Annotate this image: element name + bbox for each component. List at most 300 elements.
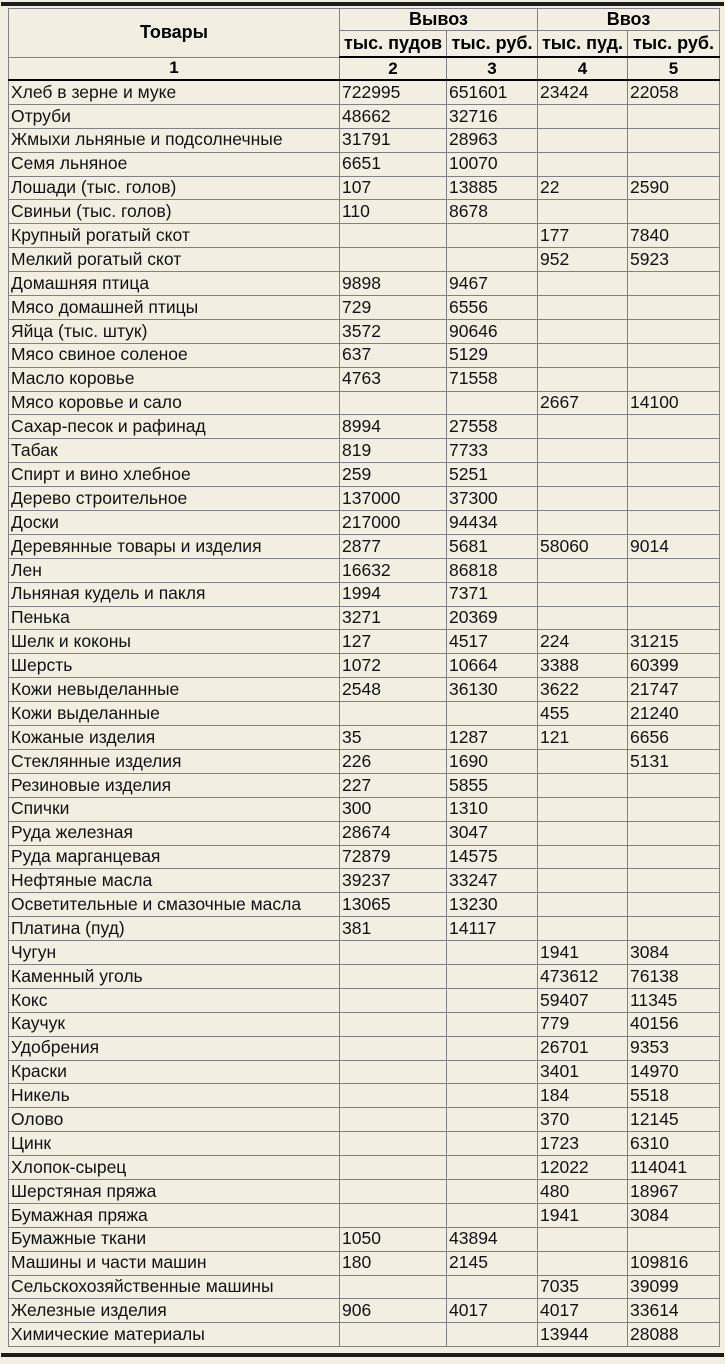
table-row xyxy=(9,1299,720,1323)
value-cell: 2590 xyxy=(628,176,720,200)
table-row xyxy=(9,821,720,845)
value-cell xyxy=(628,343,720,367)
value-cell xyxy=(447,1203,538,1227)
table-row xyxy=(9,630,720,654)
goods-name-cell: Сельскохозяйственные машины xyxy=(9,1275,340,1299)
value-cell: 14100 xyxy=(628,391,720,415)
table-row xyxy=(9,654,720,678)
value-cell: 9898 xyxy=(340,272,447,296)
value-cell xyxy=(628,415,720,439)
value-cell: 72879 xyxy=(340,845,447,869)
value-cell: 2145 xyxy=(447,1251,538,1275)
value-cell xyxy=(628,319,720,343)
value-cell: 21240 xyxy=(628,702,720,726)
group-header-row xyxy=(9,9,720,31)
value-cell: 952 xyxy=(538,248,628,272)
goods-name-cell: Кожаные изделия xyxy=(9,726,340,750)
goods-name-cell: Нефтяные масла xyxy=(9,869,340,893)
goods-name-cell: Доски xyxy=(9,511,340,535)
value-cell: 779 xyxy=(538,1012,628,1036)
value-cell: 22 xyxy=(538,176,628,200)
goods-name-cell: Руда железная xyxy=(9,821,340,845)
goods-name-cell: Олово xyxy=(9,1108,340,1132)
table-row xyxy=(9,582,720,606)
value-cell: 370 xyxy=(538,1108,628,1132)
goods-name-cell: Осветительные и смазочные масла xyxy=(9,893,340,917)
goods-name-cell: Сахар-песок и рафинад xyxy=(9,415,340,439)
column-number: 3 xyxy=(447,57,538,80)
value-cell: 13885 xyxy=(447,176,538,200)
value-cell xyxy=(340,1108,447,1132)
value-cell xyxy=(628,511,720,535)
table-row xyxy=(9,1323,720,1347)
value-cell xyxy=(340,1203,447,1227)
value-cell: 180 xyxy=(340,1251,447,1275)
value-cell: 8994 xyxy=(340,415,447,439)
goods-name-cell: Краски xyxy=(9,1060,340,1084)
value-cell: 7840 xyxy=(628,224,720,248)
value-cell xyxy=(340,1036,447,1060)
value-cell xyxy=(538,773,628,797)
value-cell: 4517 xyxy=(447,630,538,654)
value-cell: 109816 xyxy=(628,1251,720,1275)
value-cell: 13944 xyxy=(538,1323,628,1347)
value-cell xyxy=(628,845,720,869)
table-row xyxy=(9,1156,720,1180)
value-cell: 4763 xyxy=(340,367,447,391)
goods-name-cell: Железные изделия xyxy=(9,1299,340,1323)
column-number: 4 xyxy=(538,57,628,80)
table-row xyxy=(9,869,720,893)
value-cell: 184 xyxy=(538,1084,628,1108)
value-cell xyxy=(628,439,720,463)
value-cell: 729 xyxy=(340,296,447,320)
value-cell: 137000 xyxy=(340,487,447,511)
value-cell xyxy=(340,1012,447,1036)
value-cell xyxy=(447,391,538,415)
goods-name-cell: Свиньи (тыс. голов) xyxy=(9,200,340,224)
value-cell: 39099 xyxy=(628,1275,720,1299)
value-cell: 37300 xyxy=(447,487,538,511)
goods-name-cell: Цинк xyxy=(9,1132,340,1156)
goods-name-cell: Деревянные товары и изделия xyxy=(9,534,340,558)
value-cell xyxy=(538,1251,628,1275)
value-cell: 5251 xyxy=(447,463,538,487)
goods-name-cell: Жмыхи льняные и подсолнечные xyxy=(9,128,340,152)
value-cell: 110 xyxy=(340,200,447,224)
table-row xyxy=(9,1203,720,1227)
table-row xyxy=(9,367,720,391)
value-cell xyxy=(447,1275,538,1299)
table-row xyxy=(9,558,720,582)
value-cell: 4017 xyxy=(538,1299,628,1323)
value-cell: 1310 xyxy=(447,797,538,821)
value-cell: 12022 xyxy=(538,1156,628,1180)
value-cell: 1941 xyxy=(538,941,628,965)
export-pud-unit-header: тыс. пудов xyxy=(340,31,447,58)
value-cell xyxy=(447,1060,538,1084)
goods-name-cell: Хлеб в зерне и муке xyxy=(9,80,340,104)
value-cell: 3047 xyxy=(447,821,538,845)
table-row xyxy=(9,917,720,941)
table-row xyxy=(9,296,720,320)
value-cell xyxy=(538,821,628,845)
value-cell: 14117 xyxy=(447,917,538,941)
value-cell: 1050 xyxy=(340,1227,447,1251)
import-group-header: Ввоз xyxy=(538,9,720,31)
value-cell: 259 xyxy=(340,463,447,487)
value-cell xyxy=(538,797,628,821)
value-cell: 23424 xyxy=(538,80,628,104)
value-cell xyxy=(538,152,628,176)
value-cell: 5131 xyxy=(628,749,720,773)
value-cell: 86818 xyxy=(447,558,538,582)
table-row xyxy=(9,1060,720,1084)
value-cell: 1941 xyxy=(538,1203,628,1227)
table-row xyxy=(9,224,720,248)
import-pud-unit-header: тыс. пуд. xyxy=(538,31,628,58)
value-cell: 5923 xyxy=(628,248,720,272)
value-cell xyxy=(628,869,720,893)
value-cell: 114041 xyxy=(628,1156,720,1180)
value-cell: 8678 xyxy=(447,200,538,224)
goods-name-cell: Резиновые изделия xyxy=(9,773,340,797)
export-group-header: Вывоз xyxy=(340,9,538,31)
goods-name-cell: Мелкий рогатый скот xyxy=(9,248,340,272)
value-cell: 90646 xyxy=(447,319,538,343)
value-cell: 819 xyxy=(340,439,447,463)
value-cell xyxy=(538,558,628,582)
goods-name-cell: Кокс xyxy=(9,988,340,1012)
value-cell xyxy=(447,248,538,272)
value-cell: 10070 xyxy=(447,152,538,176)
value-cell xyxy=(628,487,720,511)
table-row xyxy=(9,463,720,487)
value-cell: 33614 xyxy=(628,1299,720,1323)
value-cell: 14575 xyxy=(447,845,538,869)
value-cell: 6656 xyxy=(628,726,720,750)
table-row xyxy=(9,749,720,773)
value-cell: 39237 xyxy=(340,869,447,893)
goods-name-cell: Никель xyxy=(9,1084,340,1108)
goods-name-cell: Льняная кудель и пакля xyxy=(9,582,340,606)
value-cell xyxy=(538,367,628,391)
table-row xyxy=(9,988,720,1012)
value-cell: 5855 xyxy=(447,773,538,797)
table-row xyxy=(9,128,720,152)
import-rub-unit-header: тыс. руб. xyxy=(628,31,720,58)
goods-name-cell: Стеклянные изделия xyxy=(9,749,340,773)
table-row xyxy=(9,1012,720,1036)
value-cell: 48662 xyxy=(340,104,447,128)
value-cell: 9014 xyxy=(628,534,720,558)
table-row xyxy=(9,941,720,965)
table-row xyxy=(9,272,720,296)
value-cell xyxy=(538,487,628,511)
value-cell: 58060 xyxy=(538,534,628,558)
value-cell xyxy=(538,343,628,367)
value-cell: 35 xyxy=(340,726,447,750)
value-cell: 31215 xyxy=(628,630,720,654)
table-row xyxy=(9,439,720,463)
value-cell: 906 xyxy=(340,1299,447,1323)
value-cell: 2667 xyxy=(538,391,628,415)
column-number: 5 xyxy=(628,57,720,80)
value-cell xyxy=(628,296,720,320)
value-cell xyxy=(538,511,628,535)
value-cell xyxy=(628,200,720,224)
value-cell xyxy=(340,1156,447,1180)
value-cell: 3271 xyxy=(340,606,447,630)
value-cell: 94434 xyxy=(447,511,538,535)
value-cell xyxy=(538,415,628,439)
value-cell: 6310 xyxy=(628,1132,720,1156)
value-cell: 4017 xyxy=(447,1299,538,1323)
value-cell: 3388 xyxy=(538,654,628,678)
value-cell: 3622 xyxy=(538,678,628,702)
value-cell xyxy=(628,152,720,176)
value-cell: 6556 xyxy=(447,296,538,320)
value-cell xyxy=(538,104,628,128)
value-cell xyxy=(538,917,628,941)
goods-name-cell: Спички xyxy=(9,797,340,821)
value-cell: 21747 xyxy=(628,678,720,702)
value-cell xyxy=(538,582,628,606)
table-header xyxy=(9,9,720,81)
goods-name-cell: Яйца (тыс. штук) xyxy=(9,319,340,343)
table-row xyxy=(9,678,720,702)
value-cell: 2877 xyxy=(340,534,447,558)
value-cell: 26701 xyxy=(538,1036,628,1060)
value-cell: 5129 xyxy=(447,343,538,367)
value-cell: 27558 xyxy=(447,415,538,439)
value-cell xyxy=(628,558,720,582)
value-cell xyxy=(447,1012,538,1036)
goods-name-cell: Пенька xyxy=(9,606,340,630)
goods-name-cell: Каменный уголь xyxy=(9,964,340,988)
table-row xyxy=(9,797,720,821)
value-cell: 455 xyxy=(538,702,628,726)
table-row xyxy=(9,415,720,439)
value-cell: 59407 xyxy=(538,988,628,1012)
value-cell: 7733 xyxy=(447,439,538,463)
table-row xyxy=(9,391,720,415)
value-cell: 76138 xyxy=(628,964,720,988)
value-cell: 71558 xyxy=(447,367,538,391)
column-number: 2 xyxy=(340,57,447,80)
value-cell xyxy=(628,1227,720,1251)
value-cell: 14970 xyxy=(628,1060,720,1084)
goods-name-cell: Кожи невыделанные xyxy=(9,678,340,702)
goods-name-cell: Руда марганцевая xyxy=(9,845,340,869)
value-cell: 473612 xyxy=(538,964,628,988)
value-cell: 5681 xyxy=(447,534,538,558)
value-cell: 9467 xyxy=(447,272,538,296)
value-cell: 40156 xyxy=(628,1012,720,1036)
goods-name-cell: Дерево строительное xyxy=(9,487,340,511)
trade-table xyxy=(8,8,720,1347)
value-cell xyxy=(538,272,628,296)
value-cell: 13065 xyxy=(340,893,447,917)
goods-name-cell: Хлопок-сырец xyxy=(9,1156,340,1180)
value-cell: 1690 xyxy=(447,749,538,773)
table-row xyxy=(9,343,720,367)
value-cell xyxy=(340,1084,447,1108)
table-row xyxy=(9,1227,720,1251)
value-cell xyxy=(447,1156,538,1180)
value-cell: 60399 xyxy=(628,654,720,678)
value-cell xyxy=(340,702,447,726)
value-cell: 1072 xyxy=(340,654,447,678)
value-cell: 300 xyxy=(340,797,447,821)
value-cell: 1287 xyxy=(447,726,538,750)
value-cell xyxy=(447,702,538,726)
value-cell: 651601 xyxy=(447,80,538,104)
value-cell: 6651 xyxy=(340,152,447,176)
goods-name-cell: Чугун xyxy=(9,941,340,965)
goods-name-cell: Крупный рогатый скот xyxy=(9,224,340,248)
table-row xyxy=(9,319,720,343)
value-cell: 28963 xyxy=(447,128,538,152)
goods-name-cell: Отруби xyxy=(9,104,340,128)
value-cell xyxy=(340,1060,447,1084)
value-cell xyxy=(538,845,628,869)
value-cell: 1994 xyxy=(340,582,447,606)
value-cell xyxy=(340,1275,447,1299)
value-cell xyxy=(628,272,720,296)
value-cell xyxy=(628,128,720,152)
table-row xyxy=(9,248,720,272)
column-numbers-row xyxy=(9,57,720,80)
goods-name-cell: Лен xyxy=(9,558,340,582)
value-cell: 33247 xyxy=(447,869,538,893)
value-cell xyxy=(628,104,720,128)
value-cell: 18967 xyxy=(628,1179,720,1203)
table-row xyxy=(9,152,720,176)
value-cell: 43894 xyxy=(447,1227,538,1251)
value-cell xyxy=(538,893,628,917)
value-cell xyxy=(538,128,628,152)
goods-name-cell: Лошади (тыс. голов) xyxy=(9,176,340,200)
goods-name-cell: Платина (пуд) xyxy=(9,917,340,941)
value-cell xyxy=(447,988,538,1012)
value-cell: 480 xyxy=(538,1179,628,1203)
value-cell: 28674 xyxy=(340,821,447,845)
table-row xyxy=(9,845,720,869)
value-cell xyxy=(447,941,538,965)
goods-column-header: Товары xyxy=(9,9,340,58)
goods-name-cell: Шерсть xyxy=(9,654,340,678)
goods-name-cell: Семя льняное xyxy=(9,152,340,176)
goods-name-cell: Шелк и коконы xyxy=(9,630,340,654)
value-cell: 10664 xyxy=(447,654,538,678)
value-cell xyxy=(628,797,720,821)
value-cell: 227 xyxy=(340,773,447,797)
table-row xyxy=(9,487,720,511)
value-cell xyxy=(538,1227,628,1251)
value-cell xyxy=(628,773,720,797)
value-cell: 36130 xyxy=(447,678,538,702)
value-cell xyxy=(340,224,447,248)
value-cell xyxy=(340,1132,447,1156)
value-cell xyxy=(538,606,628,630)
value-cell: 28088 xyxy=(628,1323,720,1347)
table-row xyxy=(9,964,720,988)
value-cell xyxy=(628,367,720,391)
value-cell: 381 xyxy=(340,917,447,941)
table-row xyxy=(9,606,720,630)
value-cell xyxy=(340,941,447,965)
value-cell: 11345 xyxy=(628,988,720,1012)
value-cell: 12145 xyxy=(628,1108,720,1132)
goods-name-cell: Бумажная пряжа xyxy=(9,1203,340,1227)
value-cell xyxy=(628,893,720,917)
table-row xyxy=(9,1084,720,1108)
value-cell xyxy=(447,1108,538,1132)
goods-name-cell: Каучук xyxy=(9,1012,340,1036)
table-row xyxy=(9,80,720,104)
table-row xyxy=(9,1275,720,1299)
goods-name-cell: Спирт и вино хлебное xyxy=(9,463,340,487)
value-cell xyxy=(538,296,628,320)
value-cell: 3572 xyxy=(340,319,447,343)
table-row xyxy=(9,726,720,750)
value-cell: 7371 xyxy=(447,582,538,606)
value-cell: 13230 xyxy=(447,893,538,917)
value-cell xyxy=(340,248,447,272)
value-cell xyxy=(340,1179,447,1203)
top-rule xyxy=(1,2,724,6)
table-body xyxy=(9,80,720,1347)
table-row xyxy=(9,511,720,535)
table-row xyxy=(9,773,720,797)
value-cell xyxy=(538,749,628,773)
value-cell xyxy=(447,1132,538,1156)
value-cell xyxy=(628,917,720,941)
value-cell: 3401 xyxy=(538,1060,628,1084)
table-row xyxy=(9,702,720,726)
value-cell: 127 xyxy=(340,630,447,654)
goods-name-cell: Мясо домашней птицы xyxy=(9,296,340,320)
goods-name-cell: Бумажные ткани xyxy=(9,1227,340,1251)
goods-name-cell: Масло коровье xyxy=(9,367,340,391)
value-cell: 20369 xyxy=(447,606,538,630)
value-cell xyxy=(447,1036,538,1060)
value-cell: 7035 xyxy=(538,1275,628,1299)
value-cell xyxy=(447,1323,538,1347)
value-cell xyxy=(538,463,628,487)
value-cell xyxy=(538,319,628,343)
goods-name-cell: Домашняя птица xyxy=(9,272,340,296)
value-cell xyxy=(447,224,538,248)
value-cell: 1723 xyxy=(538,1132,628,1156)
goods-name-cell: Удобрения xyxy=(9,1036,340,1060)
value-cell: 217000 xyxy=(340,511,447,535)
goods-name-cell: Мясо коровье и сало xyxy=(9,391,340,415)
value-cell xyxy=(538,869,628,893)
table-row xyxy=(9,176,720,200)
value-cell xyxy=(538,200,628,224)
table-row xyxy=(9,104,720,128)
value-cell xyxy=(447,1179,538,1203)
value-cell: 31791 xyxy=(340,128,447,152)
value-cell xyxy=(447,1084,538,1108)
value-cell: 121 xyxy=(538,726,628,750)
value-cell xyxy=(340,1323,447,1347)
goods-name-cell: Машины и части машин xyxy=(9,1251,340,1275)
table-row xyxy=(9,534,720,558)
table-row xyxy=(9,1036,720,1060)
